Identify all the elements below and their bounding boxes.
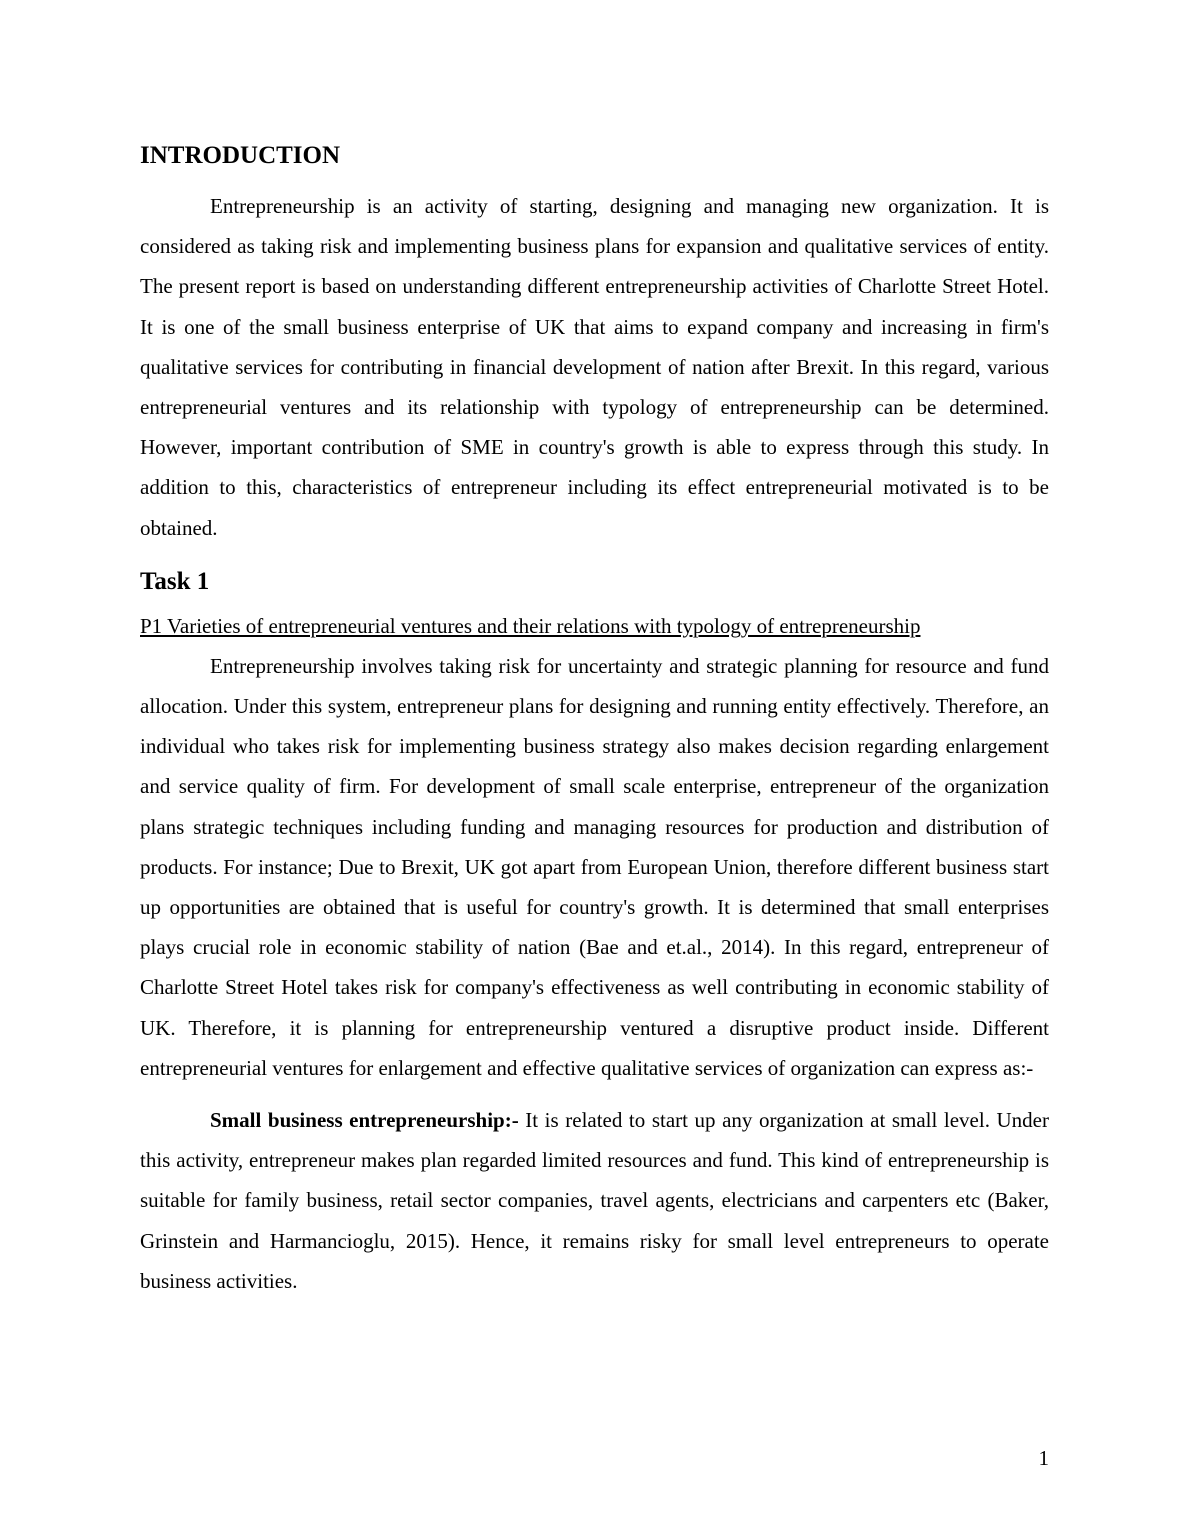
small-business-text: It is related to start up any organization at small level. Under this activity, entrepreneur makes plan regarded limited resources and fund. This kind of entrepreneurship is suitable for family business, retail sector companies, travel agents, electricians and carpenters etc (Baker, Grinstein and Harmancioglu, 2015). Hence, it remains risky for small level entrepreneurs to operate business activities. bbox=[140, 1108, 1049, 1293]
small-business-paragraph bbox=[140, 1100, 1049, 1301]
introduction-paragraph: Entrepreneurship is an activity of starting, designing and managing new organization. It is considered as taking risk and implementing business plans for expansion and qualitative services of entity. The present report is based on understanding different entrepreneurship activities of Charlotte Street Hotel. It is one of the small business enterprise of UK that aims to expand company and increasing in firm's qualitative services for contributing in financial development of nation after Brexit. In this regard, various entrepreneurial ventures and its relationship with typology of entrepreneurship can be determined. However, important contribution of SME in country's growth is able to express through this study. In addition to this, characteristics of entrepreneur including its effect entrepreneurial motivated is to be obtained. bbox=[140, 194, 1049, 540]
p1-paragraph: Entrepreneurship involves taking risk for uncertainty and strategic planning for resource and fund allocation. Under this system, entrepreneur plans for designing and running entity effectively. Therefore, an individual who takes risk for implementing business strategy also makes decision regarding enlargement and service quality of firm. For development of small scale enterprise, entrepreneur of the organization plans strategic techniques including funding and managing resources for production and distribution of products. For instance; Due to Brexit, UK got apart from European Union, therefore different business start up opportunities are obtained that is useful for country's growth. It is determined that small enterprises plays crucial role in economic stability of nation (Bae and et.al., 2014). In this regard, entrepreneur of Charlotte Street Hotel takes risk for company's effectiveness as well contributing in economic stability of UK. Therefore, it is planning for entrepreneurship ventured a disruptive product inside. Different entrepreneurial ventures for enlargement and effective qualitative services of organization can express as:- bbox=[140, 653, 1049, 1080]
introduction-heading: INTRODUCTION bbox=[140, 142, 341, 169]
page-content bbox=[140, 140, 1049, 1301]
page-number: 1 bbox=[1038, 1446, 1049, 1470]
task-1-heading: Task 1 bbox=[140, 567, 210, 595]
p1-subheading: P1 Varieties of entrepreneurial ventures and their relations with typology of entrepreneurship bbox=[140, 613, 921, 638]
small-business-term: Small business entrepreneurship:- bbox=[210, 1108, 519, 1133]
